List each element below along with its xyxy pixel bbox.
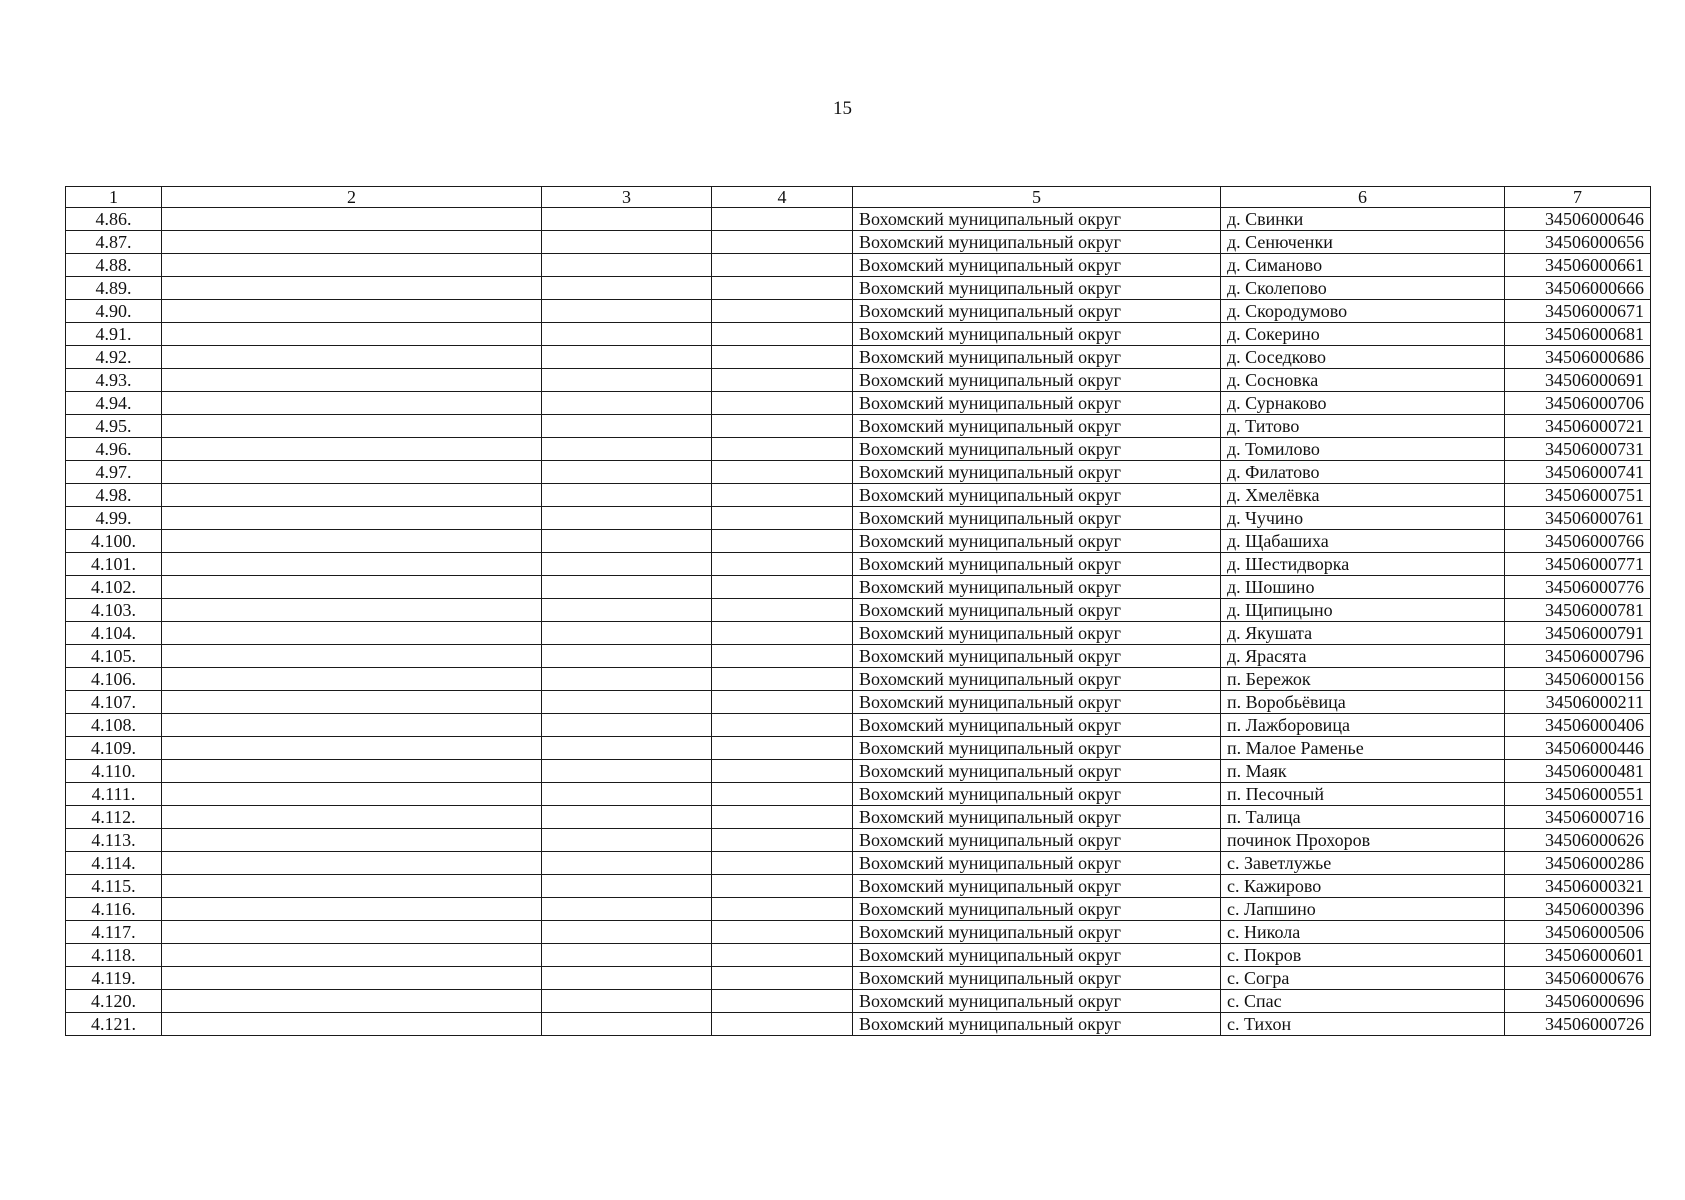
settlement-cell: с. Никола <box>1221 921 1505 944</box>
column-4-cell <box>712 760 853 783</box>
oktmo-code-cell: 34506000781 <box>1505 599 1651 622</box>
column-3-cell <box>542 300 712 323</box>
oktmo-code-cell: 34506000666 <box>1505 277 1651 300</box>
row-number-cell: 4.91. <box>66 323 162 346</box>
oktmo-code-cell: 34506000796 <box>1505 645 1651 668</box>
district-cell: Вохомский муниципальный округ <box>853 461 1221 484</box>
row-number-cell: 4.111. <box>66 783 162 806</box>
table-row <box>66 507 1651 530</box>
oktmo-code-cell: 34506000741 <box>1505 461 1651 484</box>
row-number-cell: 4.102. <box>66 576 162 599</box>
column-2-cell <box>162 392 542 415</box>
settlement-cell: д. Сурнаково <box>1221 392 1505 415</box>
column-2-cell <box>162 346 542 369</box>
column-4-cell <box>712 645 853 668</box>
column-3-cell <box>542 254 712 277</box>
oktmo-code-cell: 34506000601 <box>1505 944 1651 967</box>
table-row <box>66 369 1651 392</box>
settlement-cell: д. Шошино <box>1221 576 1505 599</box>
row-number-cell: 4.101. <box>66 553 162 576</box>
district-cell: Вохомский муниципальный округ <box>853 438 1221 461</box>
district-cell: Вохомский муниципальный округ <box>853 254 1221 277</box>
table-row <box>66 553 1651 576</box>
column-4-cell <box>712 691 853 714</box>
settlement-cell: п. Малое Раменье <box>1221 737 1505 760</box>
district-cell: Вохомский муниципальный округ <box>853 806 1221 829</box>
table-row <box>66 461 1651 484</box>
table-row <box>66 530 1651 553</box>
row-number-cell: 4.92. <box>66 346 162 369</box>
oktmo-code-cell: 34506000661 <box>1505 254 1651 277</box>
district-cell: Вохомский муниципальный округ <box>853 967 1221 990</box>
column-header: 5 <box>853 187 1221 208</box>
settlement-cell: д. Щабашиха <box>1221 530 1505 553</box>
column-2-cell <box>162 277 542 300</box>
column-2-cell <box>162 829 542 852</box>
table-row <box>66 277 1651 300</box>
column-2-cell <box>162 208 542 231</box>
settlement-cell: починок Прохоров <box>1221 829 1505 852</box>
oktmo-code-cell: 34506000551 <box>1505 783 1651 806</box>
settlement-cell: с. Согра <box>1221 967 1505 990</box>
row-number-cell: 4.96. <box>66 438 162 461</box>
district-cell: Вохомский муниципальный округ <box>853 898 1221 921</box>
district-cell: Вохомский муниципальный округ <box>853 990 1221 1013</box>
settlement-cell: п. Воробьёвица <box>1221 691 1505 714</box>
table-row <box>66 737 1651 760</box>
oktmo-code-cell: 34506000776 <box>1505 576 1651 599</box>
district-cell: Вохомский муниципальный округ <box>853 369 1221 392</box>
settlement-cell: д. Шестидворка <box>1221 553 1505 576</box>
row-number-cell: 4.110. <box>66 760 162 783</box>
settlement-cell: д. Щипицыно <box>1221 599 1505 622</box>
table-row <box>66 346 1651 369</box>
column-2-cell <box>162 254 542 277</box>
table-row <box>66 438 1651 461</box>
column-4-cell <box>712 300 853 323</box>
settlement-cell: с. Покров <box>1221 944 1505 967</box>
column-2-cell <box>162 438 542 461</box>
column-header: 3 <box>542 187 712 208</box>
settlement-cell: д. Соседково <box>1221 346 1505 369</box>
column-4-cell <box>712 507 853 530</box>
column-4-cell <box>712 737 853 760</box>
district-cell: Вохомский муниципальный округ <box>853 231 1221 254</box>
table-row <box>66 875 1651 898</box>
district-cell: Вохомский муниципальный округ <box>853 714 1221 737</box>
column-2-cell <box>162 484 542 507</box>
oktmo-code-cell: 34506000656 <box>1505 231 1651 254</box>
column-3-cell <box>542 461 712 484</box>
district-cell: Вохомский муниципальный округ <box>853 346 1221 369</box>
column-4-cell <box>712 875 853 898</box>
district-cell: Вохомский муниципальный округ <box>853 530 1221 553</box>
settlement-cell: п. Бережок <box>1221 668 1505 691</box>
column-2-cell <box>162 530 542 553</box>
row-number-cell: 4.119. <box>66 967 162 990</box>
table-row <box>66 714 1651 737</box>
table-row <box>66 944 1651 967</box>
district-cell: Вохомский муниципальный округ <box>853 921 1221 944</box>
column-header: 2 <box>162 187 542 208</box>
settlement-cell: п. Лажборовица <box>1221 714 1505 737</box>
oktmo-code-cell: 34506000726 <box>1505 1013 1651 1036</box>
row-number-cell: 4.88. <box>66 254 162 277</box>
oktmo-code-cell: 34506000671 <box>1505 300 1651 323</box>
oktmo-code-cell: 34506000721 <box>1505 415 1651 438</box>
row-number-cell: 4.107. <box>66 691 162 714</box>
column-2-cell <box>162 645 542 668</box>
column-4-cell <box>712 1013 853 1036</box>
column-2-cell <box>162 323 542 346</box>
oktmo-code-cell: 34506000446 <box>1505 737 1651 760</box>
column-3-cell <box>542 277 712 300</box>
row-number-cell: 4.118. <box>66 944 162 967</box>
column-3-cell <box>542 231 712 254</box>
district-cell: Вохомский муниципальный округ <box>853 553 1221 576</box>
column-4-cell <box>712 668 853 691</box>
district-cell: Вохомский муниципальный округ <box>853 576 1221 599</box>
column-3-cell <box>542 622 712 645</box>
district-cell: Вохомский муниципальный округ <box>853 415 1221 438</box>
column-3-cell <box>542 990 712 1013</box>
column-2-cell <box>162 507 542 530</box>
district-cell: Вохомский муниципальный округ <box>853 875 1221 898</box>
settlement-cell: д. Якушата <box>1221 622 1505 645</box>
row-number-cell: 4.121. <box>66 1013 162 1036</box>
row-number-cell: 4.98. <box>66 484 162 507</box>
settlement-cell: с. Лапшино <box>1221 898 1505 921</box>
column-4-cell <box>712 553 853 576</box>
column-3-cell <box>542 944 712 967</box>
column-2-cell <box>162 369 542 392</box>
district-cell: Вохомский муниципальный округ <box>853 645 1221 668</box>
row-number-cell: 4.108. <box>66 714 162 737</box>
district-cell: Вохомский муниципальный округ <box>853 1013 1221 1036</box>
district-cell: Вохомский муниципальный округ <box>853 277 1221 300</box>
column-2-cell <box>162 553 542 576</box>
column-4-cell <box>712 438 853 461</box>
table-row <box>66 852 1651 875</box>
column-2-cell <box>162 806 542 829</box>
settlement-cell: д. Свинки <box>1221 208 1505 231</box>
settlement-cell: п. Песочный <box>1221 783 1505 806</box>
oktmo-code-cell: 34506000481 <box>1505 760 1651 783</box>
district-cell: Вохомский муниципальный округ <box>853 737 1221 760</box>
column-3-cell <box>542 668 712 691</box>
oktmo-code-cell: 34506000731 <box>1505 438 1651 461</box>
oktmo-code-cell: 34506000691 <box>1505 369 1651 392</box>
column-4-cell <box>712 346 853 369</box>
row-number-cell: 4.90. <box>66 300 162 323</box>
table-row <box>66 208 1651 231</box>
column-4-cell <box>712 898 853 921</box>
table-row <box>66 599 1651 622</box>
column-4-cell <box>712 254 853 277</box>
column-2-cell <box>162 852 542 875</box>
column-4-cell <box>712 783 853 806</box>
district-cell: Вохомский муниципальный округ <box>853 599 1221 622</box>
column-3-cell <box>542 645 712 668</box>
column-4-cell <box>712 208 853 231</box>
column-2-cell <box>162 944 542 967</box>
row-number-cell: 4.100. <box>66 530 162 553</box>
column-4-cell <box>712 461 853 484</box>
row-number-cell: 4.106. <box>66 668 162 691</box>
column-2-cell <box>162 921 542 944</box>
column-4-cell <box>712 806 853 829</box>
table-row <box>66 990 1651 1013</box>
table-row <box>66 484 1651 507</box>
column-4-cell <box>712 921 853 944</box>
district-cell: Вохомский муниципальный округ <box>853 484 1221 507</box>
column-4-cell <box>712 323 853 346</box>
row-number-cell: 4.117. <box>66 921 162 944</box>
table-row <box>66 921 1651 944</box>
column-2-cell <box>162 691 542 714</box>
column-4-cell <box>712 990 853 1013</box>
district-cell: Вохомский муниципальный округ <box>853 760 1221 783</box>
table-row <box>66 760 1651 783</box>
column-2-cell <box>162 737 542 760</box>
column-4-cell <box>712 622 853 645</box>
oktmo-code-cell: 34506000286 <box>1505 852 1651 875</box>
oktmo-code-cell: 34506000706 <box>1505 392 1651 415</box>
column-3-cell <box>542 208 712 231</box>
row-number-cell: 4.89. <box>66 277 162 300</box>
column-3-cell <box>542 967 712 990</box>
column-3-cell <box>542 346 712 369</box>
oktmo-code-cell: 34506000716 <box>1505 806 1651 829</box>
settlement-cell: п. Талица <box>1221 806 1505 829</box>
table-row <box>66 254 1651 277</box>
column-3-cell <box>542 875 712 898</box>
column-2-cell <box>162 760 542 783</box>
row-number-cell: 4.112. <box>66 806 162 829</box>
column-3-cell <box>542 415 712 438</box>
column-3-cell <box>542 576 712 599</box>
column-4-cell <box>712 599 853 622</box>
column-4-cell <box>712 484 853 507</box>
row-number-cell: 4.94. <box>66 392 162 415</box>
table-row <box>66 806 1651 829</box>
oktmo-code-cell: 34506000506 <box>1505 921 1651 944</box>
row-number-cell: 4.104. <box>66 622 162 645</box>
oktmo-code-cell: 34506000771 <box>1505 553 1651 576</box>
row-number-cell: 4.120. <box>66 990 162 1013</box>
row-number-cell: 4.115. <box>66 875 162 898</box>
settlement-cell: д. Сколепово <box>1221 277 1505 300</box>
settlement-cell: д. Сокерино <box>1221 323 1505 346</box>
row-number-cell: 4.99. <box>66 507 162 530</box>
settlement-cell: д. Скородумово <box>1221 300 1505 323</box>
district-cell: Вохомский муниципальный округ <box>853 852 1221 875</box>
column-2-cell <box>162 898 542 921</box>
settlement-cell: с. Спас <box>1221 990 1505 1013</box>
column-3-cell <box>542 484 712 507</box>
table-row <box>66 668 1651 691</box>
column-4-cell <box>712 944 853 967</box>
column-2-cell <box>162 415 542 438</box>
row-number-cell: 4.95. <box>66 415 162 438</box>
table-row <box>66 691 1651 714</box>
column-3-cell <box>542 369 712 392</box>
oktmo-code-cell: 34506000626 <box>1505 829 1651 852</box>
oktmo-code-cell: 34506000761 <box>1505 507 1651 530</box>
table-row <box>66 829 1651 852</box>
table-row <box>66 392 1651 415</box>
column-3-cell <box>542 323 712 346</box>
table-row <box>66 645 1651 668</box>
column-3-cell <box>542 806 712 829</box>
settlement-cell: д. Томилово <box>1221 438 1505 461</box>
row-number-cell: 4.113. <box>66 829 162 852</box>
column-3-cell <box>542 507 712 530</box>
column-4-cell <box>712 392 853 415</box>
column-number-header-row <box>66 187 1651 208</box>
column-4-cell <box>712 369 853 392</box>
oktmo-code-cell: 34506000156 <box>1505 668 1651 691</box>
district-cell: Вохомский муниципальный округ <box>853 783 1221 806</box>
settlement-cell: с. Кажирово <box>1221 875 1505 898</box>
oktmo-code-cell: 34506000696 <box>1505 990 1651 1013</box>
row-number-cell: 4.87. <box>66 231 162 254</box>
row-number-cell: 4.116. <box>66 898 162 921</box>
district-cell: Вохомский муниципальный округ <box>853 668 1221 691</box>
oktmo-code-cell: 34506000791 <box>1505 622 1651 645</box>
oktmo-code-cell: 34506000681 <box>1505 323 1651 346</box>
column-3-cell <box>542 599 712 622</box>
table-row <box>66 967 1651 990</box>
row-number-cell: 4.109. <box>66 737 162 760</box>
district-cell: Вохомский муниципальный округ <box>853 323 1221 346</box>
table-row <box>66 323 1651 346</box>
settlement-cell: д. Ярасята <box>1221 645 1505 668</box>
settlement-cell: д. Чучино <box>1221 507 1505 530</box>
row-number-cell: 4.97. <box>66 461 162 484</box>
oktmo-code-cell: 34506000751 <box>1505 484 1651 507</box>
district-cell: Вохомский муниципальный округ <box>853 300 1221 323</box>
table-row <box>66 300 1651 323</box>
row-number-cell: 4.105. <box>66 645 162 668</box>
table-row <box>66 576 1651 599</box>
column-2-cell <box>162 231 542 254</box>
column-3-cell <box>542 898 712 921</box>
table-row <box>66 231 1651 254</box>
settlements-table <box>65 186 1651 1036</box>
column-4-cell <box>712 852 853 875</box>
row-number-cell: 4.103. <box>66 599 162 622</box>
column-3-cell <box>542 1013 712 1036</box>
table-row <box>66 898 1651 921</box>
column-2-cell <box>162 300 542 323</box>
oktmo-code-cell: 34506000321 <box>1505 875 1651 898</box>
settlement-cell: д. Сенюченки <box>1221 231 1505 254</box>
row-number-cell: 4.86. <box>66 208 162 231</box>
column-2-cell <box>162 783 542 806</box>
settlement-cell: д. Сосновка <box>1221 369 1505 392</box>
table-row <box>66 1013 1651 1036</box>
column-4-cell <box>712 967 853 990</box>
column-3-cell <box>542 691 712 714</box>
column-3-cell <box>542 714 712 737</box>
column-2-cell <box>162 668 542 691</box>
column-4-cell <box>712 277 853 300</box>
column-4-cell <box>712 530 853 553</box>
column-3-cell <box>542 760 712 783</box>
column-3-cell <box>542 783 712 806</box>
column-2-cell <box>162 875 542 898</box>
district-cell: Вохомский муниципальный округ <box>853 622 1221 645</box>
settlement-cell: с. Тихон <box>1221 1013 1505 1036</box>
page-number: 15 <box>833 98 852 119</box>
column-2-cell <box>162 599 542 622</box>
column-2-cell <box>162 1013 542 1036</box>
settlement-cell: п. Маяк <box>1221 760 1505 783</box>
column-2-cell <box>162 990 542 1013</box>
column-3-cell <box>542 438 712 461</box>
column-4-cell <box>712 829 853 852</box>
district-cell: Вохомский муниципальный округ <box>853 944 1221 967</box>
oktmo-code-cell: 34506000211 <box>1505 691 1651 714</box>
settlement-cell: д. Титово <box>1221 415 1505 438</box>
column-3-cell <box>542 553 712 576</box>
district-cell: Вохомский муниципальный округ <box>853 392 1221 415</box>
oktmo-code-cell: 34506000646 <box>1505 208 1651 231</box>
oktmo-code-cell: 34506000676 <box>1505 967 1651 990</box>
oktmo-code-cell: 34506000396 <box>1505 898 1651 921</box>
settlement-cell: д. Хмелёвка <box>1221 484 1505 507</box>
column-2-cell <box>162 461 542 484</box>
row-number-cell: 4.93. <box>66 369 162 392</box>
column-3-cell <box>542 921 712 944</box>
column-header: 1 <box>66 187 162 208</box>
settlement-cell: д. Симаново <box>1221 254 1505 277</box>
column-3-cell <box>542 852 712 875</box>
table-row <box>66 622 1651 645</box>
column-2-cell <box>162 622 542 645</box>
column-header: 4 <box>712 187 853 208</box>
column-3-cell <box>542 392 712 415</box>
settlement-cell: д. Филатово <box>1221 461 1505 484</box>
district-cell: Вохомский муниципальный округ <box>853 208 1221 231</box>
oktmo-code-cell: 34506000406 <box>1505 714 1651 737</box>
column-4-cell <box>712 415 853 438</box>
district-cell: Вохомский муниципальный округ <box>853 507 1221 530</box>
column-2-cell <box>162 967 542 990</box>
column-2-cell <box>162 576 542 599</box>
column-4-cell <box>712 714 853 737</box>
row-number-cell: 4.114. <box>66 852 162 875</box>
column-header: 6 <box>1221 187 1505 208</box>
oktmo-code-cell: 34506000686 <box>1505 346 1651 369</box>
table-row <box>66 783 1651 806</box>
column-3-cell <box>542 829 712 852</box>
oktmo-code-cell: 34506000766 <box>1505 530 1651 553</box>
column-2-cell <box>162 714 542 737</box>
column-4-cell <box>712 231 853 254</box>
district-cell: Вохомский муниципальный округ <box>853 691 1221 714</box>
table-row <box>66 415 1651 438</box>
column-3-cell <box>542 530 712 553</box>
settlement-cell: с. Заветлужье <box>1221 852 1505 875</box>
column-3-cell <box>542 737 712 760</box>
column-4-cell <box>712 576 853 599</box>
column-header: 7 <box>1505 187 1651 208</box>
table-body <box>66 208 1651 1036</box>
district-cell: Вохомский муниципальный округ <box>853 829 1221 852</box>
